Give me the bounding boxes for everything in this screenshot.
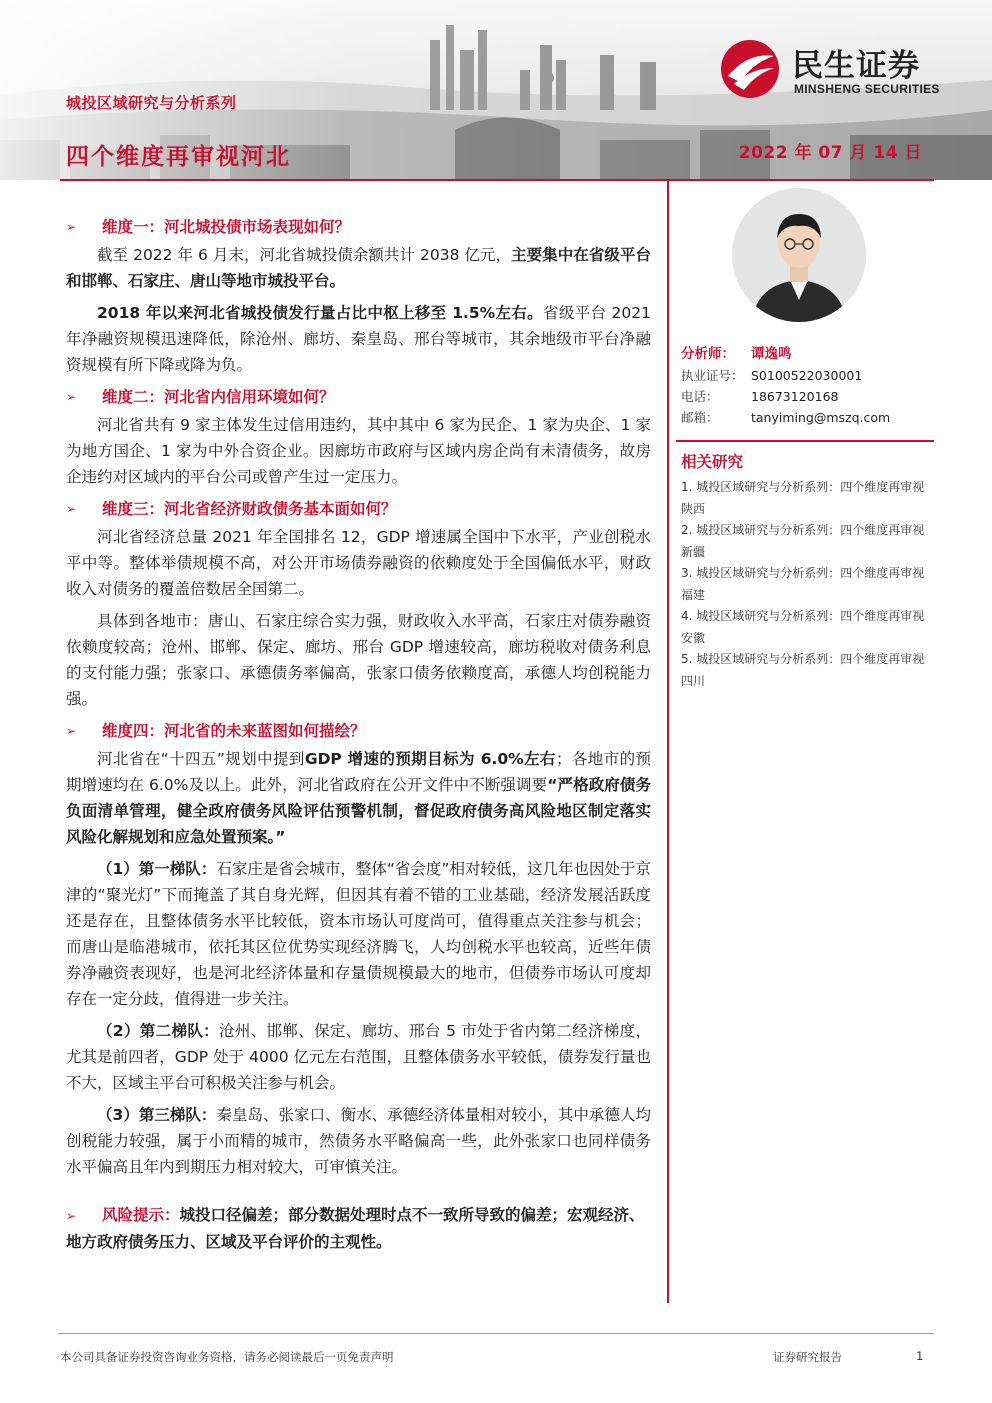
paragraph-tier-2: （2）第二梯队：沧州、邯郸、保定、廊坊、邢台 5 市处于省内第二经济梯度，尤其是前四者，GDP 处于 4000 亿元左右范围，且整体债务水平较低，债券发行量也不大，区域主平台可积极关注参与机会。 [66,1022,651,1092]
paragraph-tier-3: （3）第三梯队：秦皇岛、张家口、衡水、承德经济体量相对较小，其中承德人均创税能力较强，属于小而精的城市，然债务水平略偏高一些，此外张家口也同样债务水平偏高且年内到期压力相对较大，可审慎关注。 [66,1106,651,1176]
company-logo [718,38,968,102]
section-heading: ➢ 维度四：河北省的未来蓝图如何描绘？ [66,718,651,744]
analyst-name: 谭逸鸣 [751,346,792,362]
paragraph-tier-1: （1）第一梯队：石家庄是省会城市，整体“省会度”相对较低，这几年也因处于京津的“聚光灯”下而掩盖了其自身光辉，但因其有着不错的工业基础，经济发展活跃度还是存在，且整体债务水平比较低，资本市场认可度尚可，值得重点关注参与机会；而唐山是临港城市，依托其区位优势实现经济腾飞，人均创税水平也较高，近些年债券净融资表现好，也是河北经济体量和存量债规模最大的地市，但债券市场认可度却存在一定分歧，值得进一步关注。 [66,860,651,1008]
related-item[interactable]: 5. 城投区域研究与分析系列：四个维度再审视四川 [681,652,925,688]
paragraph: 截至 2022 年 6 月末，河北省城投债余额共计 2038 亿元，主要集中在省级平台和邯郸、石家庄、唐山等地市城投平台。 [66,246,651,290]
related-item[interactable]: 3. 城投区域研究与分析系列：四个维度再审视福建 [681,566,925,602]
footer-disclaimer: 本公司具备证券投资咨询业务资格，请务必阅读最后一页免责声明 [60,1350,394,1364]
paragraph: 河北省经济总量 2021 年全国排名 12，GDP 增速属全国中下水平，产业创税水平中等。整体举债规模不高，对公开市场债券融资的依赖度处于全国偏低水平，财政收入对债务的覆盖倍数居全国第二。 [66,528,651,598]
related-research-list [681,477,933,692]
email-label: 邮箱： [681,410,719,425]
analyst-label: 分析师： [681,346,735,362]
email-address[interactable]: tanyiming@mszq.com [751,410,891,425]
footer-report-type: 证券研究报告 [773,1350,842,1364]
arrow-icon: ➢ [66,390,77,404]
related-item[interactable]: 2. 城投区域研究与分析系列：四个维度再审视新疆 [681,523,925,559]
analyst-portrait-icon [732,188,866,322]
paragraph: 2018 年以来河北省城投债发行量占比中枢上移至 1.5%左右。省级平台 2021 年净融资规模迅速降低，除沧州、廊坊、秦皇岛、邢台等城市，其余地级市平台净融资规模有所下降或降为负。 [66,304,651,374]
risk-warning: ➢ 风险提示：城投口径偏差；部分数据处理时点不一致所导致的偏差；宏观经济、地方政府债务压力、区域及平台评价的主观性。 [66,1202,651,1255]
logo-chinese-name: 民生证券 [792,48,920,84]
report-title: 四个维度再审视河北 [66,144,291,170]
header-divider [60,179,934,181]
analyst-info [681,344,931,428]
related-divider [676,440,934,442]
related-research-title: 相关研究 [681,453,744,471]
related-item[interactable]: 4. 城投区域研究与分析系列：四个维度再审视安徽 [681,609,925,645]
page-number: 1 [916,1349,924,1363]
paragraph: 具体到各地市：唐山、石家庄综合实力强，财政收入水平高，石家庄对债券融资依赖度较高；沧州、邯郸、保定、廊坊、邢台 GDP 增速较高，廊坊税收对债务利息的支付能力强；张家口、承德债务率偏高，张家口债务依赖度高，承德人均创税能力强。 [66,612,651,708]
arrow-icon: ➢ [66,502,77,516]
arrow-icon: ➢ [66,724,77,738]
phone-number: 18673120168 [751,389,839,404]
analyst-photo [732,188,866,322]
license-label: 执业证号： [681,368,744,383]
related-item[interactable]: 1. 城投区域研究与分析系列：四个维度再审视陕西 [681,480,925,516]
arrow-icon: ➢ [66,1209,77,1223]
section-heading: ➢ 维度二：河北省内信用环境如何？ [66,384,651,410]
main-content [66,214,651,1255]
arrow-icon: ➢ [66,220,77,234]
minsheng-emblem-icon [718,38,784,100]
section-heading: ➢ 维度三：河北省经济财政债务基本面如何？ [66,496,651,522]
column-divider [667,181,669,1303]
footer-divider [58,1333,934,1334]
phone-label: 电话： [681,389,719,404]
report-series: 城投区域研究与分析系列 [66,94,237,112]
paragraph: 河北省共有 9 家主体发生过信用违约，其中其中 6 家为民企、1 家为央企、1 家为地方国企、1 家为中外合资企业。因廊坊市政府与区域内房企尚有未清债务，故房企违约对区域内的平台公司或曾产生过一定压力。 [66,416,651,486]
paragraph: 河北省在“十四五”规划中提到GDP 增速的预期目标为 6.0%左右；各地市的预期增速均在 6.0%及以上。此外，河北省政府在公开文件中不断强调要“严格政府债务负面清单管理，健全政府债务风险评估预警机制，督促政府债务高风险地区制定落实风险化解规划和应急处置预案。” [66,750,652,846]
section-heading: ➢ 维度一：河北城投债市场表现如何？ [66,214,651,240]
license-number: S0100522030001 [751,368,863,383]
logo-english-name: MINSHENG SECURITIES [794,82,940,96]
report-date: 2022 年 07 月 14 日 [738,143,922,163]
